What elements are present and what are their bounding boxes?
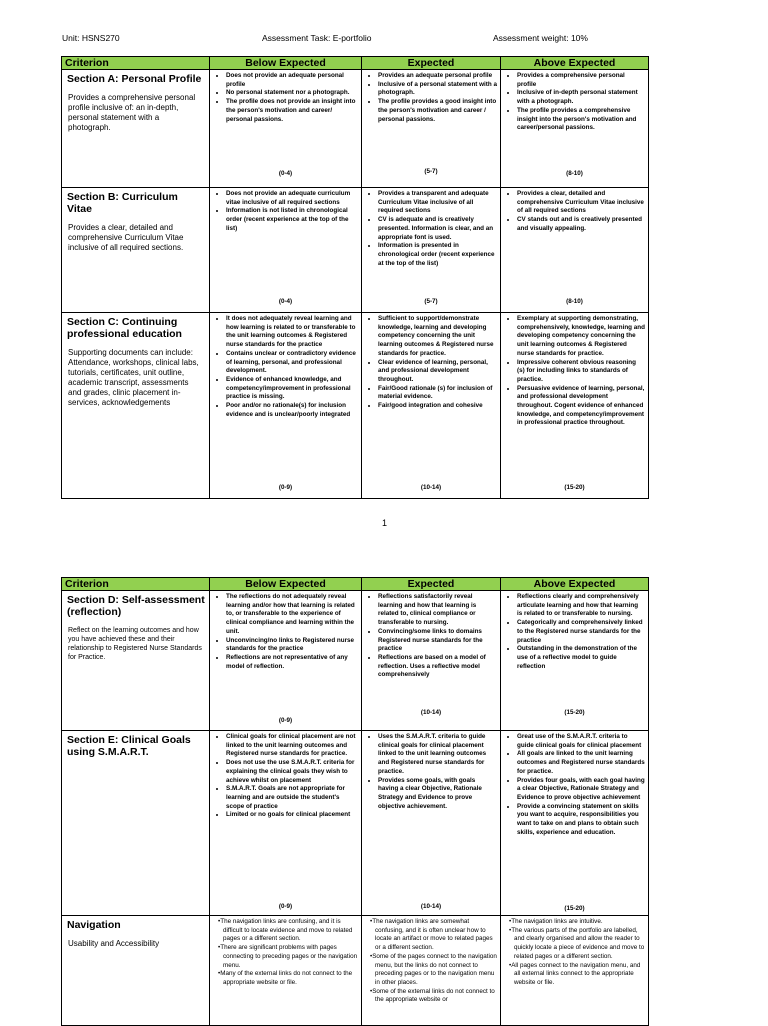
criterion-description: Supporting documents can include: Attendance, workshops, clinical labs, tutorials, certificates, unit outline, academic transcript, assessments and grades, clinic placement in-services, acknowledgements <box>68 348 199 407</box>
criterion-title: Section A: Personal Profile <box>67 73 202 85</box>
rubric-header-row <box>62 578 649 591</box>
col-header-below-expected: Below Expected <box>210 578 362 591</box>
list-item: • Reflections clearly and comprehensively articulate learning and how that learning is related to or transferable to nursing. <box>517 593 645 619</box>
list-item: • The navigation links are intuitive. <box>509 918 645 927</box>
list-item: • Contains unclear or contradictory evidence of learning, personal, and professional development. <box>226 350 358 376</box>
col-header-expected: Expected <box>362 578 501 591</box>
list-item: • Provides a clear, detailed and comprehensive Curriculum Vitae inclusive of all required sections <box>517 190 645 216</box>
score-range: (15-20) <box>564 905 585 912</box>
list-item: • Convincing/some links to domains Registered nurse standards for the practice <box>378 628 497 654</box>
criterion-cell <box>62 313 210 499</box>
list-item: • Provides an adequate personal profile <box>378 72 497 81</box>
list-item: • Information is not listed in chronological order (recent experience at the top of the list) <box>226 207 358 233</box>
score-range: (8-10) <box>566 298 583 305</box>
list-item: • CV is adequate and is creatively presented. Information is clear, and an appropriate font is used. <box>378 216 497 242</box>
score-range: (15-20) <box>564 484 585 491</box>
score-range: (8-10) <box>566 170 583 177</box>
list-item: • Clear evidence of learning, personal, and professional development throughout. <box>378 359 497 385</box>
list-item: • Categorically and comprehensively linked to the Registered nurse standards for the practice <box>517 619 645 645</box>
expected-cell <box>362 70 501 188</box>
list-item: • CV stands out and is creatively presented and visually appealing. <box>517 216 645 233</box>
criterion-title: Navigation <box>67 919 121 931</box>
above-expected-cell <box>501 916 649 1026</box>
list-item: • Evidence of enhanced knowledge, and competency/improvement in professional practice is missing. <box>226 376 358 402</box>
rubric-row-section-d <box>62 591 649 731</box>
list-item: • S.M.A.R.T. Goals are not appropriate for learning and are outside the student's scope of practice <box>226 785 358 811</box>
expected-cell <box>362 188 501 313</box>
list-item: • Reflections satisfactorily reveal learning and how that learning is related to, clinical compliance or transferable to nursing. <box>378 593 497 628</box>
list-item: • Provides some goals, with goals having a clear Objective, Rationale Strategy and Evidence to prove objective achievement. <box>378 777 497 812</box>
rubric-row-section-e <box>62 731 649 916</box>
score-range: (10-14) <box>420 709 442 716</box>
list-item: • Some of the pages connect to the navigation menu, but the links do not connect to preceding pages or to the navigation menu in other places. <box>370 953 497 988</box>
below-expected-cell <box>210 188 362 313</box>
list-item: • Provides a comprehensive personal profile <box>517 72 645 89</box>
criterion-description: Usability and Accessibility <box>68 939 160 948</box>
list-item: • It does not adequately reveal learning and how learning is related to or transferable to the unit learning outcomes & Registered nurse standards for the practice <box>226 315 358 350</box>
rubric-row-section-b <box>62 188 649 313</box>
list-item: • Poor and/or no rationale(s) for inclusion evidence and is unclear/poorly integrated <box>226 402 358 419</box>
list-item: • The navigation links are confusing, and it is difficult to locate evidence and move to related pages or a different section. <box>218 918 358 944</box>
criterion-description: Reflect on the learning outcomes and how you have achieved these and their relationship to Registered Nurse Standards for Practice. <box>68 627 202 661</box>
list-item: • Inclusive of a personal statement with a photograph. <box>378 81 497 98</box>
col-header-above-expected: Above Expected <box>501 57 649 70</box>
unit-label: Unit: HSNS270 <box>62 33 120 43</box>
rubric-table-page-1 <box>61 56 649 499</box>
list-item: • Persuasive evidence of learning, personal, and professional development throughout. Cogent evidence of enhanced knowledge, and competency/improvement in professional practice throughout. <box>517 385 645 429</box>
below-expected-cell <box>210 591 362 731</box>
list-item: • Provides a transparent and adequate Curriculum Vitae inclusive of all required sections <box>378 190 497 216</box>
above-expected-cell <box>501 731 649 916</box>
criterion-cell <box>62 70 210 188</box>
list-item: • Provides four goals, with each goal having a clear Objective, Rationale Strategy and Evidence to prove objective achievement <box>517 777 645 803</box>
list-item: • Some of the external links do not connect to the appropriate website or <box>370 988 497 1005</box>
list-item: • The profile provides a comprehensive insight into the person's motivation and career/personal passions. <box>517 107 645 133</box>
list-item: • The navigation links are somewhat confusing, and it is often unclear how to locate an artifact or move to related pages or a different section. <box>370 918 497 953</box>
list-item: • Inclusive of in-depth personal statement with a photograph. <box>517 89 645 106</box>
below-expected-cell <box>210 313 362 499</box>
list-item: • Information is presented in chronological order (recent experience at the top of the list) <box>378 242 497 268</box>
list-item: • Outstanding in the demonstration of the use of a reflective model to guide reflection <box>517 645 645 671</box>
col-header-below-expected: Below Expected <box>210 57 362 70</box>
score-range: (10-14) <box>420 903 442 910</box>
score-range: (0-9) <box>278 484 293 491</box>
list-item: • The reflections do not adequately reveal learning and/or how that learning is related to, or transferable to the experience of clinical compliance and learning within the unit. <box>226 593 358 637</box>
list-item: • No personal statement nor a photograph. <box>226 89 358 98</box>
below-expected-cell <box>210 731 362 916</box>
expected-cell <box>362 731 501 916</box>
score-range: (5-7) <box>424 298 438 305</box>
above-expected-cell <box>501 591 649 731</box>
col-header-criterion: Criterion <box>62 578 210 591</box>
list-item: • Exemplary at supporting demonstrating, comprehensively, knowledge, learning and developing competency concerning the unit learning outcomes & Registered nurse standards for practice. <box>517 315 645 359</box>
criterion-cell <box>62 731 210 916</box>
score-range: (0-4) <box>278 170 293 177</box>
above-expected-cell <box>501 313 649 499</box>
expected-cell <box>362 916 501 1026</box>
score-range: (0-9) <box>278 903 293 910</box>
below-expected-cell <box>210 916 362 1026</box>
list-item: • Provide a convincing statement on skills you want to acquire, responsibilities you want to take on and plans to obtain such skills, experience and education. <box>517 803 645 838</box>
list-item: • Does not provide an adequate curriculum vitae inclusive of all required sections <box>226 190 358 207</box>
criterion-title: Section E: Clinical Goals using S.M.A.R.T. <box>67 734 191 758</box>
expected-cell <box>362 313 501 499</box>
list-item: • Fair/good integration and cohesive <box>378 402 497 411</box>
list-item: • All pages connect to the navigation menu, and all external links connect to the appropriate website or file. <box>509 962 645 988</box>
above-expected-cell <box>501 188 649 313</box>
expected-cell <box>362 591 501 731</box>
criterion-cell <box>62 591 210 731</box>
list-item: • Sufficient to support/demonstrate knowledge, learning and developing competency concerning the unit learning outcomes & Registered nurse standards for practice. <box>378 315 497 359</box>
list-item: • The various parts of the portfolio are labelled, and clearly organised and allow the reader to quickly locate a piece of evidence and move to related pages or a different section. <box>509 927 645 962</box>
list-item: • Does not provide an adequate personal profile <box>226 72 358 89</box>
assessment-weight-label: Assessment weight: 10% <box>493 33 588 43</box>
list-item: • The profile provides a good insight into the person's motivation and career / personal passions. <box>378 98 497 124</box>
col-header-above-expected: Above Expected <box>501 578 649 591</box>
col-header-criterion: Criterion <box>62 57 210 70</box>
list-item: • All goals are linked to the unit learning outcomes and Registered nurse standards for practice. <box>517 750 645 776</box>
page-number: 1 <box>382 518 388 528</box>
col-header-expected: Expected <box>362 57 501 70</box>
criterion-description: Provides a clear, detailed and comprehensive Curriculum Vitae inclusive of all required sections. <box>68 223 184 252</box>
rubric-row-section-c <box>62 313 649 499</box>
list-item: • Fair/Good rationale (s) for inclusion of material evidence. <box>378 385 497 402</box>
list-item: • Does not use the use S.M.A.R.T. criteria for explaining the clinical goals they wish to achieve whilst on placement <box>226 759 358 785</box>
list-item: • Unconvincing/no links to Registered nurse standards for the practice <box>226 637 358 654</box>
list-item: • Uses the S.M.A.R.T. criteria to guide clinical goals for clinical placement linked to the unit learning outcomes and Registered nurse standards for practice. <box>378 733 497 777</box>
list-item: • Impressive coherent obvious reasoning (s) for including links to standards of practice. <box>517 359 645 385</box>
list-item: • Limited or no goals for clinical placement <box>226 811 358 820</box>
criterion-title: Section C: Continuing professional education <box>67 316 182 340</box>
score-range: (0-9) <box>278 717 293 724</box>
criterion-description: Provides a comprehensive personal profile inclusive of: an in-depth, personal statement with a photograph. <box>68 93 196 132</box>
list-item: • Great use of the S.M.A.R.T. criteria to guide clinical goals for clinical placement <box>517 733 645 750</box>
criterion-cell <box>62 188 210 313</box>
assessment-task-label: Assessment Task: E-portfolio <box>262 33 372 43</box>
criterion-title: Section B: Curriculum Vitae <box>67 191 178 215</box>
list-item: • Clinical goals for clinical placement are not linked to the unit learning outcomes and Registered nurse standards for practice. <box>226 733 358 759</box>
score-range: (10-14) <box>420 484 442 491</box>
below-expected-cell <box>210 70 362 188</box>
rubric-header-row <box>62 57 649 70</box>
criterion-cell <box>62 916 210 1026</box>
score-range: (15-20) <box>564 709 585 716</box>
rubric-row-navigation <box>62 916 649 1026</box>
score-range: (5-7) <box>424 168 438 175</box>
list-item: • Reflections are based on a model of reflection. Uses a reflective model comprehensively <box>378 654 497 680</box>
score-range: (0-4) <box>278 298 293 305</box>
list-item: • Reflections are not representative of any model of reflection. <box>226 654 358 671</box>
above-expected-cell <box>501 70 649 188</box>
criterion-title: Section D: Self-assessment (reflection) <box>67 594 205 618</box>
list-item: • There are significant problems with pages connecting to preceding pages or the navigation menu. <box>218 944 358 970</box>
rubric-table-page-2 <box>61 577 649 1026</box>
list-item: • Many of the external links do not connect to the appropriate website or file. <box>218 970 358 987</box>
rubric-row-section-a <box>62 70 649 188</box>
list-item: • The profile does not provide an insight into the person's motivation and career/ personal passions. <box>226 98 358 124</box>
